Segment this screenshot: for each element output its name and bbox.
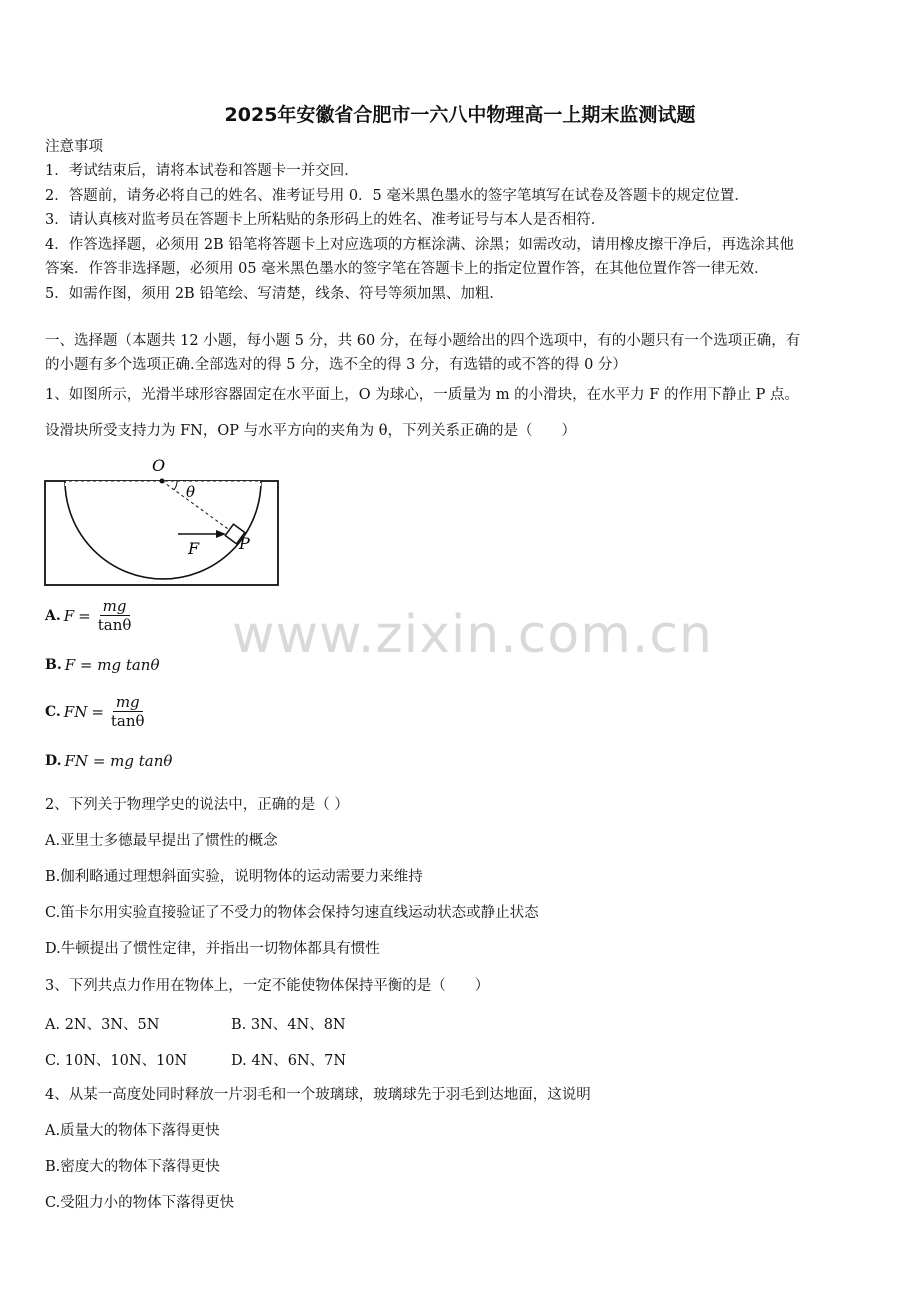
formula-expr: F = mg tanθ: [64, 656, 160, 674]
q1-option-c[interactable]: [45, 694, 148, 730]
formula-lhs: F: [63, 607, 75, 625]
rim-gap: [65, 483, 261, 486]
label-F: F: [188, 539, 200, 558]
formula-rel: =: [78, 607, 91, 625]
q3-option-b[interactable]: B. 3N、4N、8N: [231, 1017, 346, 1033]
fraction-numerator: mg: [100, 598, 130, 616]
fraction-denominator: tanθ: [110, 712, 145, 730]
q2-option-d[interactable]: D.牛顿提出了惯性定律，并指出一切物体都具有惯性: [45, 941, 380, 957]
q1-option-a[interactable]: [45, 598, 134, 634]
q4-option-a[interactable]: A.质量大的物体下落得更快: [45, 1123, 220, 1139]
section-instructions-cont: 的小题有多个选项正确.全部选对的得 5 分，选不全的得 3 分，有选错的或不答的得 0 分）: [45, 357, 627, 373]
q3-stem: 3、下列共点力作用在物体上，一定不能使物体保持平衡的是（ ）: [45, 978, 490, 994]
q3-option-d[interactable]: D. 4N、6N、7N: [231, 1053, 347, 1069]
option-label: B.: [45, 657, 62, 673]
page-title: 2025年安徽省合肥市一六八中物理高一上期末监测试题: [224, 104, 696, 126]
label-O: O: [152, 456, 166, 475]
notice-item: 答案．作答非选择题，必须用 05 毫米黑色墨水的签字笔在答题卡上的指定位置作答，在其他位置作答一律无效．: [45, 261, 769, 277]
label-theta: θ: [186, 483, 196, 501]
q1-option-d[interactable]: [45, 752, 172, 770]
notice-item: 1．考试结束后，请将本试卷和答题卡一并交回．: [45, 163, 359, 179]
option-label: D.: [45, 753, 62, 769]
q4-option-c[interactable]: C.受阻力小的物体下落得更快: [45, 1195, 235, 1211]
fraction: [108, 694, 148, 730]
q2-option-c[interactable]: C.笛卡尔用实验直接验证了不受力的物体会保持匀速直线运动状态或静止状态: [45, 905, 539, 921]
notice-item: 5．如需作图，须用 2B 铅笔绘、写清楚，线条、符号等须加黑、加粗．: [45, 286, 504, 302]
notice-item: 4．作答选择题，必须用 2B 铅笔将答题卡上对应选项的方框涂满、涂黑；如需改动，请用橡皮擦干净后，再选涂其他: [45, 237, 794, 253]
fraction: [95, 598, 135, 634]
q2-stem: 2、下列关于物理学史的说法中，正确的是（ ）: [45, 797, 349, 813]
q2-option-b[interactable]: B.伽利略通过理想斜面实验，说明物体的运动需要力来维持: [45, 869, 423, 885]
label-P: P: [239, 534, 250, 553]
formula-lhs: FN: [63, 703, 88, 721]
watermark: www.zixin.com.cn: [232, 605, 713, 665]
hemisphere-diagram: [40, 452, 290, 592]
q3-option-c[interactable]: C. 10N、10N、10N: [45, 1053, 188, 1069]
notice-item: 3．请认真核对监考员在答题卡上所粘贴的条形码上的姓名、准考证号与本人是否相符．: [45, 212, 606, 228]
q4-option-b[interactable]: B.密度大的物体下落得更快: [45, 1159, 220, 1175]
option-label: C.: [45, 704, 61, 720]
q1-stem-cont: 设滑块所受支持力为 FN，OP 与水平方向的夹角为 θ，下列关系正确的是（ ）: [45, 423, 576, 439]
q2-option-a[interactable]: A.亚里士多德最早提出了惯性的概念: [45, 833, 278, 849]
q3-option-a[interactable]: A. 2N、3N、5N: [45, 1017, 160, 1033]
fraction-numerator: mg: [113, 694, 143, 712]
fraction-denominator: tanθ: [97, 616, 132, 634]
option-label: A.: [45, 608, 61, 624]
formula-rel: =: [91, 703, 104, 721]
q4-stem: 4、从某一高度处同时释放一片羽毛和一个玻璃球，玻璃球先于羽毛到达地面，这说明: [45, 1087, 591, 1103]
formula-expr: FN = mg tanθ: [64, 752, 173, 770]
notice-item: 2．答题前，请务必将自己的姓名、准考证号用 0．5 毫米黑色墨水的签字笔填写在试卷及答题卡的规定位置．: [45, 188, 749, 204]
section-instructions: 一、选择题（本题共 12 小题，每小题 5 分，共 60 分，在每小题给出的四个选项中，有的小题只有一个选项正确，有: [45, 333, 801, 349]
q1-option-b[interactable]: [45, 656, 160, 674]
notice-heading: 注意事项: [45, 139, 103, 155]
q1-stem: 1、如图所示，光滑半球形容器固定在水平面上，O 为球心，一质量为 m 的小滑块，在水平力 F 的作用下静止 P 点。: [45, 387, 799, 403]
